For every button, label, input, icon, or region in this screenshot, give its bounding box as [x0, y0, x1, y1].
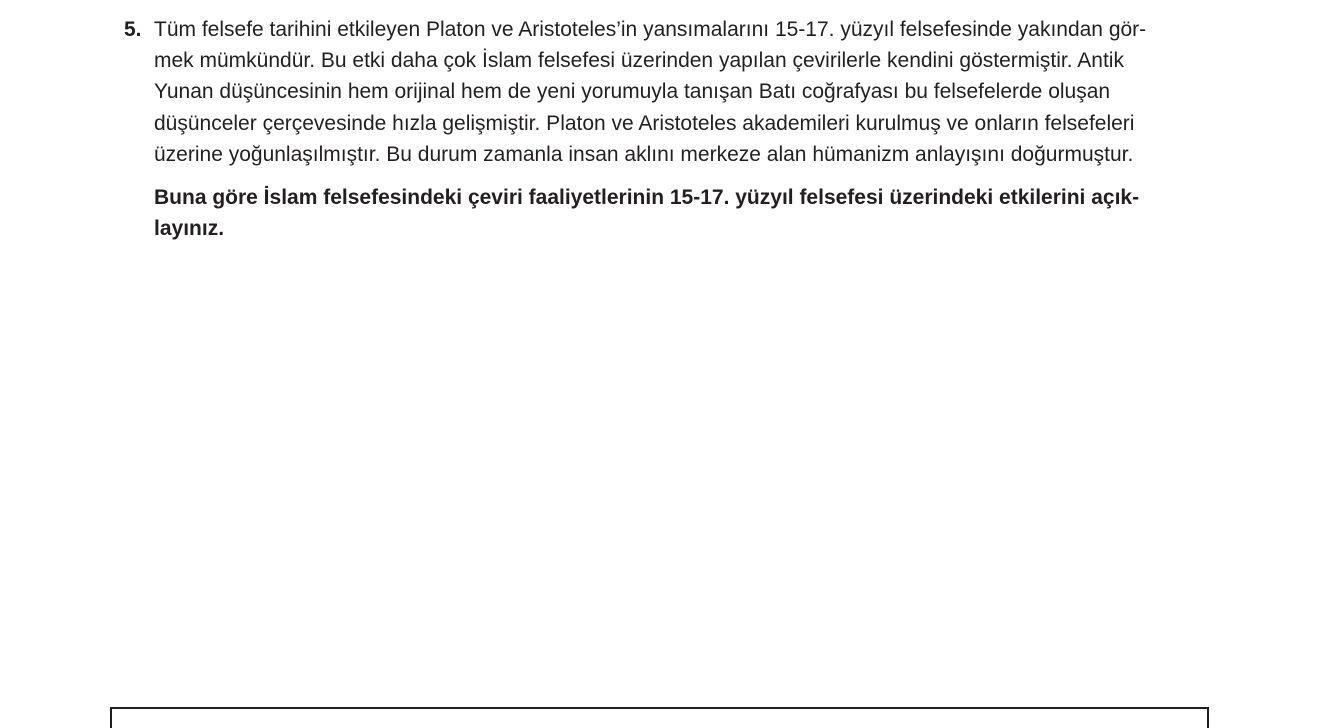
question-number: 5.	[124, 18, 142, 41]
question-passage	[154, 14, 1216, 170]
passage-line: Tüm felsefe tarihini etkileyen Platon ve Aristoteles’in yansımalarını 15-17. yüzyıl felsefesinde yakından gör-	[154, 18, 1147, 41]
prompt-line: layınız.	[154, 217, 225, 241]
question-prompt	[154, 182, 1216, 244]
answer-box	[110, 707, 1209, 728]
passage-line: düşünceler çerçevesinde hızla gelişmiştir. Platon ve Aristoteles akademileri kurulmuş ve onların felsefeleri	[154, 111, 1135, 135]
prompt-line: Buna göre İslam felsefesindeki çeviri faaliyetlerinin 15-17. yüzyıl felsefesi üzerindeki etkilerini açık-	[154, 186, 1140, 210]
passage-line: mek mümkündür. Bu etki daha çok İslam felsefesi üzerinden yapılan çevirilerle kendini göstermiştir. Antik	[154, 49, 1124, 73]
passage-line: Yunan düşüncesinin hem orijinal hem de yeni yorumuyla tanışan Batı coğrafyası bu felsefelerde oluşan	[154, 80, 1111, 104]
passage-line: üzerine yoğunlaşılmıştır. Bu durum zamanla insan aklını merkeze alan hümanizm anlayışını doğurmuştur.	[154, 142, 1134, 166]
question-body	[154, 14, 1216, 244]
